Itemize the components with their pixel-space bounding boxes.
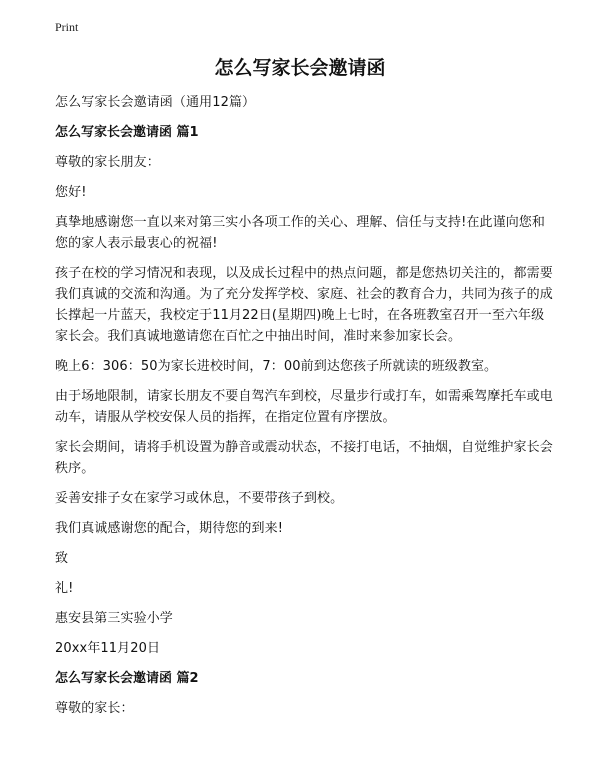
paragraph-children: 妥善安排子女在家学习或休息，不要带孩子到校。	[55, 491, 344, 506]
closing-zhi: 致	[55, 551, 69, 566]
section-heading-2: 怎么写家长会邀请函 篇2	[55, 671, 199, 686]
date: 20xx年11月20日	[55, 641, 161, 656]
document-subtitle: 怎么写家长会邀请函（通用12篇）	[55, 95, 256, 110]
paragraph-invitation: 孩子在校的学习情况和表现，以及成长过程中的热点问题，都是您热切关注的，都需要我们真诚的交流和沟通。为了充分发挥学校、家庭、社会的教育合力，共同为孩子的成长撑起一片蓝天，我校定于11月22日(星期四)晚上七时，在各班教室召开一至六年级家长会。我们真诚地邀请您在百忙之中抽出时间，准时来参加家长会。	[55, 266, 553, 344]
greeting: 您好!	[55, 185, 87, 200]
print-label: Print	[55, 20, 79, 34]
paragraph-schedule: 晚上6：306：50为家长进校时间，7：00前到达您孩子所就读的班级教室。	[55, 359, 498, 374]
paragraph-transport: 由于场地限制，请家长朋友不要自驾汽车到校，尽量步行或打车，如需乘驾摩托车或电动车，请服从学校安保人员的指挥，在指定位置有序摆放。	[55, 389, 553, 425]
document-title: 怎么写家长会邀请函	[214, 57, 386, 79]
signature: 惠安县第三实验小学	[55, 611, 173, 626]
salutation-2: 尊敬的家长：	[55, 701, 134, 716]
document-body	[55, 92, 555, 728]
salutation: 尊敬的家长朋友：	[55, 155, 160, 170]
paragraph-phone-rules: 家长会期间，请将手机设置为静音或震动状态，不接打电话，不抽烟，自觉维护家长会秩序。	[55, 440, 553, 476]
closing-li: 礼!	[55, 581, 74, 596]
section-heading-1: 怎么写家长会邀请函 篇1	[55, 125, 199, 140]
paragraph-closing-thanks: 我们真诚感谢您的配合，期待您的到来!	[55, 521, 284, 536]
paragraph-thanks: 真挚地感谢您一直以来对第三实小各项工作的关心、理解、信任与支持!在此谨向您和您的家人表示最衷心的祝福!	[55, 215, 546, 251]
